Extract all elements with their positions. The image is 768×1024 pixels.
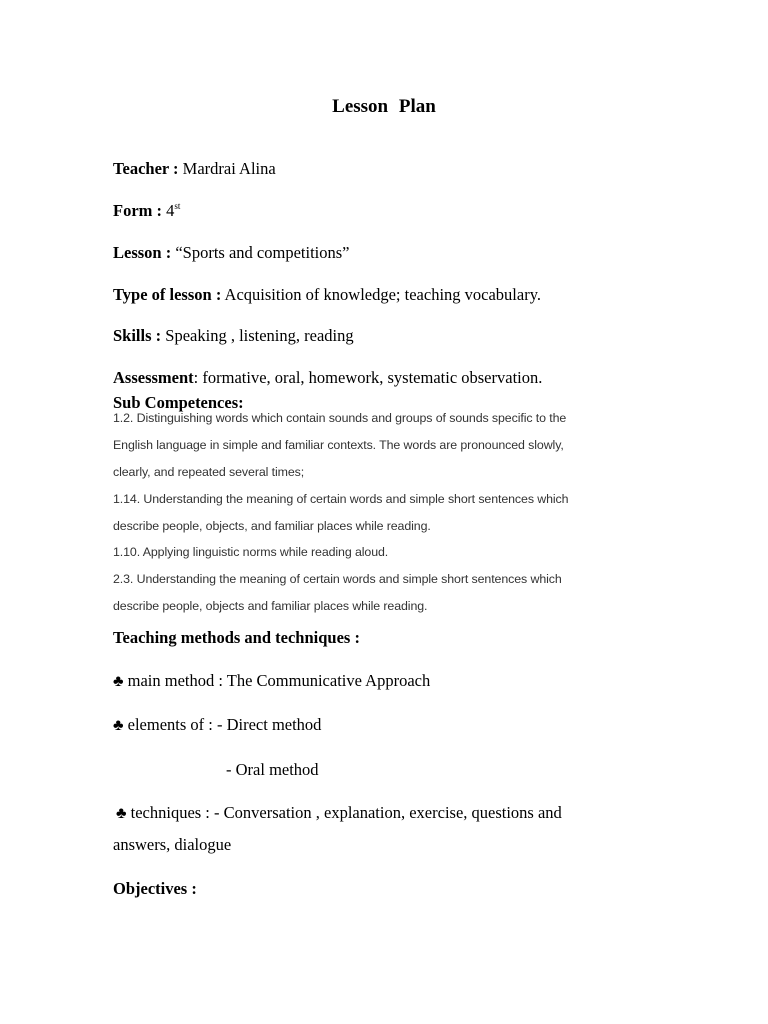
assessment-field xyxy=(113,368,542,388)
sub-competence-line: describe people, objects, and familiar places while reading. xyxy=(113,519,431,533)
sub-competence-line: 1.10. Applying linguistic norms while reading aloud. xyxy=(113,545,389,559)
type-of-lesson-value: Acquisition of knowledge; teaching vocabulary. xyxy=(224,285,542,304)
techniques-continuation: answers, dialogue xyxy=(113,835,232,854)
elements-of-line xyxy=(113,715,321,735)
form-field xyxy=(113,201,180,221)
club-bullet-icon: ♣ xyxy=(113,717,124,734)
sub-competence-line: 2.3. Understanding the meaning of certain words and simple short sentences which xyxy=(113,572,562,586)
sub-competence-line: English language in simple and familiar contexts. The words are pronounced slowly, xyxy=(113,438,564,452)
oral-method-line: - Oral method xyxy=(226,760,319,779)
objectives-heading: Objectives : xyxy=(113,879,197,898)
lesson-field xyxy=(113,243,349,263)
teaching-methods-heading: Teaching methods and techniques : xyxy=(113,628,360,647)
sub-competence-line: 1.2. Distinguishing words which contain sounds and groups of sounds specific to the xyxy=(113,411,567,425)
assessment-value: : formative, oral, homework, systematic observation. xyxy=(193,368,543,387)
club-bullet-icon: ♣ xyxy=(116,805,127,822)
sub-competences-heading: Sub Competences: xyxy=(113,393,244,412)
form-suffix: st xyxy=(174,201,181,211)
skills-label: Skills : xyxy=(113,326,162,345)
techniques-text: techniques : - Conversation , explanation, exercise, questions and xyxy=(130,803,562,822)
sub-competence-line: 1.14. Understanding the meaning of certain words and simple short sentences which xyxy=(113,492,569,506)
assessment-label: Assessment xyxy=(113,368,194,387)
club-bullet-icon: ♣ xyxy=(113,673,124,690)
form-value: 4st xyxy=(166,201,181,220)
skills-field xyxy=(113,326,354,346)
teacher-field xyxy=(113,159,276,179)
elements-of-text: elements of : - Direct method xyxy=(127,715,322,734)
type-of-lesson-label: Type of lesson : xyxy=(113,285,222,304)
teacher-value: Mardrai Alina xyxy=(182,159,276,178)
skills-value: Speaking , listening, reading xyxy=(165,326,354,345)
techniques-line xyxy=(116,803,562,823)
sub-competence-line: describe people, objects and familiar places while reading. xyxy=(113,599,428,613)
page-title: Lesson Plan xyxy=(332,96,436,117)
lesson-value: “Sports and competitions” xyxy=(175,243,350,262)
teacher-label: Teacher : xyxy=(113,159,179,178)
form-label: Form : xyxy=(113,201,163,220)
type-of-lesson-field xyxy=(113,285,541,305)
sub-competence-line: clearly, and repeated several times; xyxy=(113,465,305,479)
main-method-line xyxy=(113,671,430,691)
main-method-text: main method : The Communicative Approach xyxy=(127,671,431,690)
lesson-label: Lesson : xyxy=(113,243,172,262)
